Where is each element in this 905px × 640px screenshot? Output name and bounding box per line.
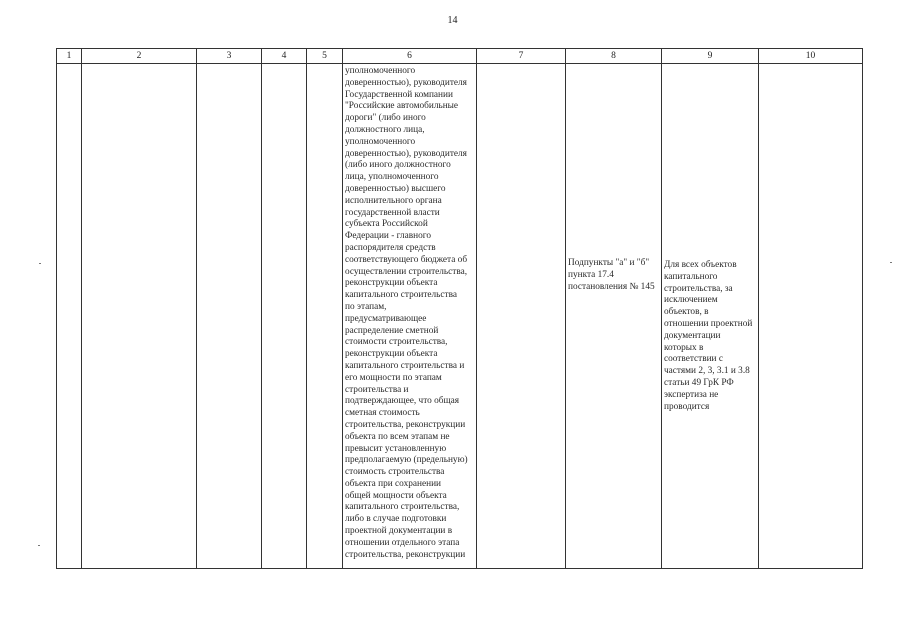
cell-col-3 — [197, 64, 262, 569]
text-line: доверенностью) высшего — [345, 183, 446, 194]
text-line: экспертиза не — [664, 389, 719, 400]
text-line: стоимость строительства — [345, 467, 445, 478]
cell-col-2 — [82, 64, 197, 569]
cell-col-8 — [566, 64, 662, 569]
header-col-9: 9 — [662, 49, 759, 64]
text-line: отношении проектной — [664, 318, 753, 329]
text-line: объекта при сохранении — [345, 478, 442, 489]
text-line: дороги" (либо иного — [345, 113, 426, 124]
text-line: распределение сметной — [345, 325, 439, 336]
text-line: реконструкции объекта — [345, 278, 438, 289]
text-line: исполнительного органа — [345, 195, 442, 206]
text-line: лица, уполномоченного — [345, 172, 439, 183]
page-number: 14 — [447, 15, 458, 26]
text-line: сметная стоимость — [345, 408, 420, 419]
text-line: объектов, в — [664, 307, 709, 318]
header-col-5: 5 — [307, 49, 343, 64]
text-line: предполагаемую (предельную) — [345, 455, 468, 466]
text-line: субъекта Российской — [345, 219, 428, 230]
text-line: исключением — [664, 295, 718, 306]
text-line: реконструкции объекта — [345, 349, 438, 360]
cell-col-9 — [662, 64, 759, 569]
text-line: предусматривающее — [345, 313, 427, 324]
text-line: его мощности по этапам — [345, 372, 442, 383]
text-line: соответствующего бюджета об — [345, 254, 468, 265]
text-line: объекта по всем этапам не — [345, 431, 450, 442]
cell-col-4 — [262, 64, 307, 569]
text-line: Подпункты "а" и "б" — [568, 258, 650, 268]
legal-basis-text — [566, 64, 661, 293]
text-line: распорядителя средств — [345, 242, 436, 253]
header-col-1: 1 — [57, 49, 82, 64]
text-line: статьи 49 ГрК РФ — [664, 377, 734, 388]
cell-col-10 — [759, 64, 863, 569]
cell-col-5 — [307, 64, 343, 569]
margin-mark — [890, 262, 892, 263]
text-line: частями 2, 3, 3.1 и 3.8 — [664, 366, 750, 377]
document-requirement-text — [343, 64, 476, 561]
text-line: проводится — [664, 401, 710, 412]
text-line: должностного лица, — [345, 124, 425, 135]
text-line: капитального — [664, 271, 718, 282]
text-line: постановления № 145 — [568, 281, 655, 292]
text-line: стоимости строительства, — [345, 337, 448, 348]
header-row — [57, 49, 863, 64]
header-col-10: 10 — [759, 49, 863, 64]
cell-col-6 — [343, 64, 477, 569]
text-line: Государственной компании — [345, 89, 453, 100]
text-line: либо в случае подготовки — [345, 514, 447, 525]
text-line: "Российские автомобильные — [345, 101, 459, 112]
text-line: доверенностью), руководителя — [345, 148, 467, 159]
header-col-3: 3 — [197, 49, 262, 64]
text-line: доверенностью), руководителя — [345, 77, 467, 88]
margin-mark — [38, 545, 40, 546]
text-line: Для всех объектов — [664, 260, 737, 270]
text-line: государственной власти — [345, 207, 440, 218]
header-col-2: 2 — [82, 49, 197, 64]
text-line: проектной документации в — [345, 526, 453, 537]
text-line: строительства и — [345, 384, 409, 395]
text-line: строительства, реконструкции — [345, 419, 466, 430]
text-line: по этапам, — [345, 301, 387, 312]
header-col-7: 7 — [477, 49, 566, 64]
text-line: строительства, за — [664, 283, 733, 294]
text-line: которых в — [664, 342, 704, 353]
text-line: документации — [664, 330, 721, 341]
requirements-table — [56, 48, 863, 569]
text-line: строительства, реконструкции — [345, 549, 466, 560]
cell-col-7 — [477, 64, 566, 569]
text-line: капитального строительства — [345, 290, 457, 301]
text-line: пункта 17.4 — [568, 269, 614, 280]
text-line: Федерации - главного — [345, 231, 432, 242]
cell-col-1 — [57, 64, 82, 569]
text-line: уполномоченного — [345, 136, 416, 147]
text-line: превысит установленную — [345, 443, 447, 454]
text-line: капитального строительства, — [345, 502, 460, 513]
text-line: уполномоченного — [345, 66, 416, 76]
margin-mark — [39, 263, 41, 264]
text-line: отношении отдельного этапа — [345, 537, 460, 548]
header-col-4: 4 — [262, 49, 307, 64]
header-col-6: 6 — [343, 49, 477, 64]
text-line: подтверждающее, что общая — [345, 396, 460, 407]
table-row — [57, 64, 863, 569]
applicability-text — [662, 64, 758, 413]
text-line: капитального строительства и — [345, 360, 465, 371]
text-line: (либо иного должностного — [345, 160, 451, 171]
text-line: соответствии с — [664, 354, 723, 365]
text-line: осуществлении строительства, — [345, 266, 468, 277]
header-col-8: 8 — [566, 49, 662, 64]
text-line: общей мощности объекта — [345, 490, 447, 501]
